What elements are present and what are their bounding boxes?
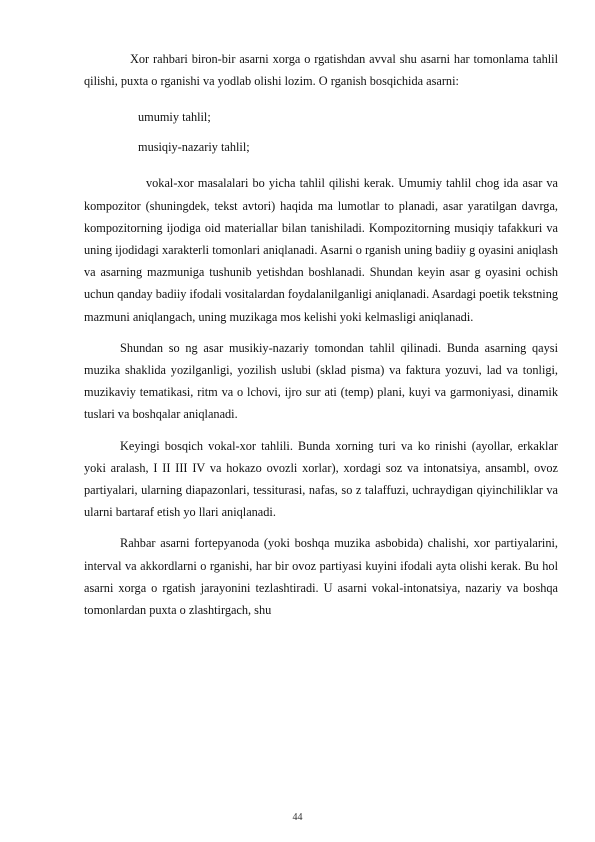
page-number: 44: [292, 812, 303, 823]
list-item-music-theory-analysis: musiqiy-nazariy tahlil;: [138, 140, 250, 155]
list-item-general-analysis: umumiy tahlil;: [138, 110, 211, 125]
paragraph-vocal-choral: vokal-xor masalalari bo yicha tahlil qilishi kerak. Umumiy tahlil chog ida asar va kompozitor (shuningdek, tekst avtori) haqida ma lumotlar to planadi, asar yaratilgan davrga, kompozitorning ijodiga oid materiallar bilan tanishiladi. Kompozitorning musiqiy tafakkuri va uning ijodidagi xarakterli tomonlari aniqlanadi. Asarni o rganish uning badiiy g oyasini aniqlash va asarning mazmuniga tushunib yetishdan boshlanadi. Shundan keyin asar g oyasini ochish uchun qanday badiiy ifodali vositalardan foydalanilganligi aniqlanadi. Asardagi poetik tekstning mazmuni aniqlangach, uning muzikaga mos kelishi yoki kelmasligi aniqlanadi.: [84, 176, 558, 324]
paragraph-next-stage: Keyingi bosqich vokal-xor tahlili. Bunda xorning turi va ko rinishi (ayollar, erkaklar yoki aralash, I II III IV va hokazo ovozli xorlar), xordagi soz va intonatsiya, ansambl, ovoz partiyalari, ularning diapazonlari, tessiturasi, nafas, so z talaffuzi, uchraydigan qiyinchiliklar va ularni bartaraf etish yo llari aniqlanadi.: [84, 438, 558, 520]
paragraph-director-piano: Rahbar asarni fortepyanoda (yoki boshqa muzika asbobida) chalishi, xor partiyalarini, interval va akkordlarni o rganishi, har bir ovoz partiyasi kuyini ifodali ayta olishi kerak. Bu hol asarni xorga o rgatish jarayonini tezlashtiradi. U asarni vokal-intonatsiya, nazariy va boshqa tomonlardan puxta o zlashtirgach, shu: [84, 536, 558, 618]
paragraph-intro: Xor rahbari biron-bir asarni xorga o rgatishdan avval shu asarni har tomonlama tahlil qilishi, puxta o rganishi va yodlab olishi lozim. O rganish bosqichida asarni:: [84, 52, 558, 89]
document-page: [84, 48, 558, 630]
paragraph-music-theory: Shundan so ng asar musikiy-nazariy tomondan tahlil qilinadi. Bunda asarning qaysi muzika shaklida yozilganligi, yozilish uslubi (sklad pisma) va faktura yozuvi, lad va tonligi, muzikaviy tematikasi, ritm va o lchovi, ijro sur ati (temp) plani, kuyi va garmoniyasi, dinamik tuslari va boshqalar aniqlanadi.: [84, 340, 558, 422]
